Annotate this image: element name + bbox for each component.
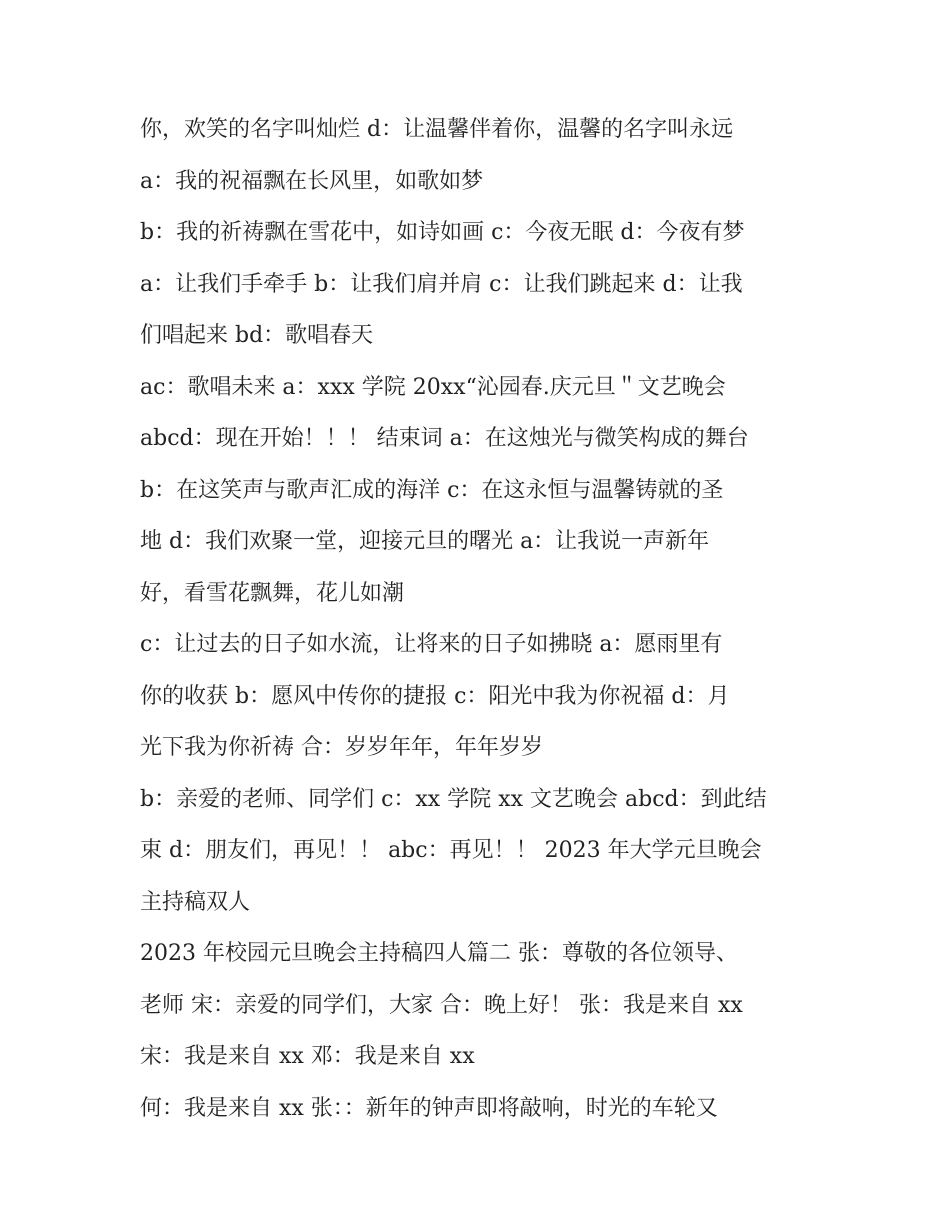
text-line: 你，欢笑的名字叫灿烂 d：让温馨伴着你，温馨的名字叫永远 — [140, 117, 734, 142]
text-line: c：让过去的日子如水流，让将来的日子如拂晓 a：愿雨里有 — [140, 632, 723, 657]
text-line: ac：歌唱未来 a：xxx 学院 20xx“沁园春.庆元旦＂文艺晚会 — [140, 374, 726, 400]
text-line: 束 d：朋友们，再见！！ abc：再见！！ 2023 年大学元旦晚会 — [140, 838, 762, 863]
text-line: b：我的祈祷飘在雪花中，如诗如画 c：今夜无眠 d：今夜有梦 — [140, 220, 745, 245]
text-line: 地 d：我们欢聚一堂，迎接元旦的曙光 a：让我说一声新年 — [140, 529, 710, 554]
text-line: a：让我们手牵手 b：让我们肩并肩 c：让我们跳起来 d：让我 — [140, 271, 743, 297]
text-line: 们唱起来 bd：歌唱春天 — [140, 323, 374, 348]
text-line: 好，看雪花飘舞，花儿如潮 — [140, 580, 405, 606]
text-line: 2023 年校园元旦晚会主持稿四人篇二 张：尊敬的各位领导、 — [140, 941, 738, 966]
text-line: 光下我为你祈祷 合：岁岁年年，年年岁岁 — [140, 735, 543, 760]
text-line: b：亲爱的老师、同学们 c：xx 学院 xx 文艺晚会 abcd：到此结 — [140, 786, 767, 812]
text-line: b：在这笑声与歌声汇成的海洋 c：在这永恒与温馨铸就的圣 — [140, 477, 724, 503]
text-line: abcd：现在开始！！！ 结束词 a：在这烛光与微笑构成的舞台 — [140, 426, 749, 451]
text-line: 你的收获 b：愿风中传你的捷报 c：阳光中我为你祝福 d：月 — [140, 683, 730, 709]
text-line: 老师 宋：亲爱的同学们，大家 合：晚上好！ 张：我是来自 xx — [140, 992, 743, 1018]
document-body — [140, 104, 840, 1134]
text-line: 主持稿双人 — [140, 889, 251, 915]
text-line: 宋：我是来自 xx 邓：我是来自 xx — [140, 1044, 475, 1069]
text-line: a：我的祝福飘在长风里，如歌如梦 — [140, 168, 484, 194]
text-line: 何：我是来自 xx 张：：新年的钟声即将敲响，时光的车轮又 — [140, 1095, 718, 1121]
